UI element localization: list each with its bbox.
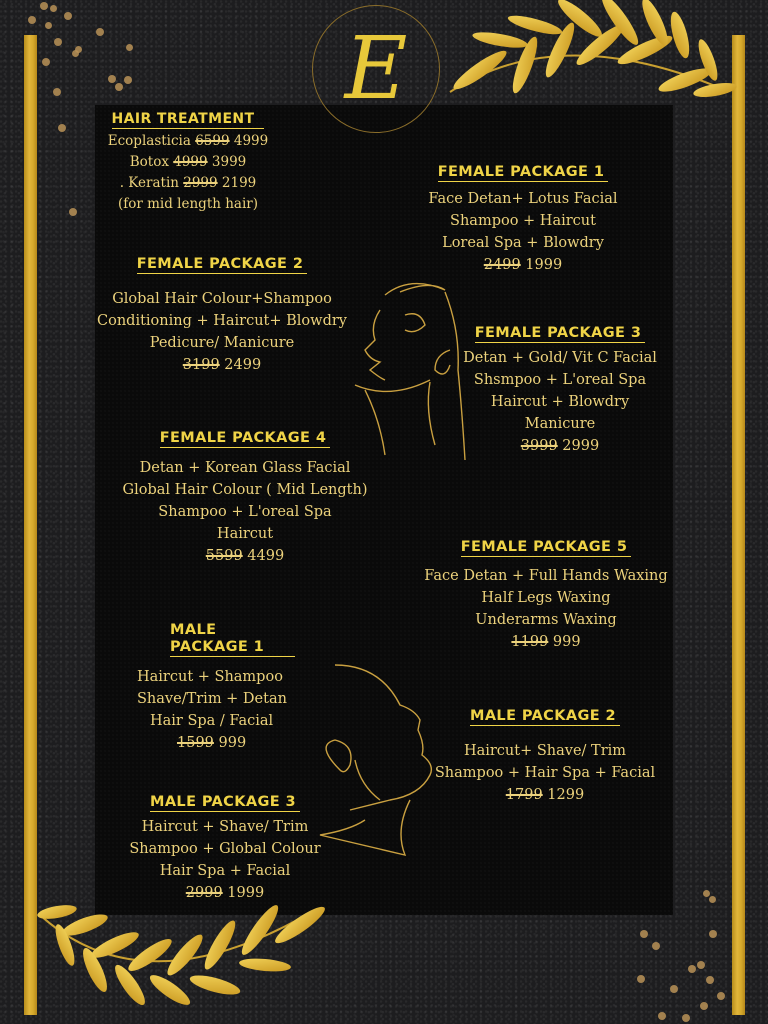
- old-price: 6599: [195, 133, 230, 149]
- new-price: 4999: [233, 133, 269, 149]
- female-package-5: [415, 536, 677, 653]
- package-line: Pedicure/ Manicure: [149, 335, 295, 351]
- package-title: MALE PACKAGE 2: [470, 708, 620, 726]
- new-price: 2499: [224, 357, 262, 373]
- monogram-logo: [312, 5, 440, 133]
- old-price: 2499: [483, 257, 521, 273]
- package-line: Haircut+ Shave/ Trim: [463, 743, 627, 759]
- new-price: 2999: [562, 438, 600, 454]
- new-price: 999: [552, 634, 581, 650]
- package-price: [88, 354, 356, 376]
- package-price: [110, 545, 380, 567]
- package-line: Global Hair Colour+Shampoo: [112, 291, 332, 307]
- package-title: FEMALE PACKAGE 5: [461, 539, 632, 557]
- treatment-note: (for mid length hair): [117, 196, 259, 212]
- package-line: Face Detan + Full Hands Waxing: [424, 568, 668, 584]
- male-package-1: [125, 622, 295, 754]
- package-line: Detan + Korean Glass Facial: [139, 460, 351, 476]
- package-line: Conditioning + Haircut+ Blowdry: [97, 313, 347, 329]
- package-title: FEMALE PACKAGE 4: [160, 430, 331, 448]
- new-price: 999: [218, 735, 247, 751]
- package-line: Face Detan+ Lotus Facial: [428, 191, 618, 207]
- package-price: [115, 882, 335, 904]
- left-gold-border: [24, 35, 37, 1015]
- package-line: Underarms Waxing: [475, 612, 617, 628]
- package-line: Haircut + Shampoo: [137, 669, 283, 685]
- package-line: Global Hair Colour ( Mid Length): [122, 482, 368, 498]
- package-title: MALE PACKAGE 3: [150, 794, 300, 812]
- old-price: 4999: [173, 154, 208, 170]
- old-price: 2999: [185, 885, 223, 901]
- package-title: FEMALE PACKAGE 1: [438, 164, 609, 182]
- old-price: 1599: [177, 735, 214, 751]
- package-line: Shampoo + Haircut: [450, 213, 596, 229]
- treatment-item: [98, 173, 278, 194]
- package-line: Detan + Gold/ Vit C Facial: [463, 350, 657, 366]
- old-price: 3199: [182, 357, 220, 373]
- right-gold-border: [732, 35, 745, 1015]
- female-package-3: [455, 322, 665, 457]
- female-package-1: [408, 161, 638, 276]
- treatment-item: [98, 152, 278, 173]
- item-name: Ecoplasticia: [107, 133, 191, 149]
- package-price: [415, 631, 677, 653]
- package-price: [430, 784, 660, 806]
- leaf-branch-bottom-left-icon: [35, 900, 325, 1010]
- package-title: MALE PACKAGE 1: [170, 622, 295, 657]
- package-line: Manicure: [524, 416, 596, 432]
- old-price: 1199: [511, 634, 549, 650]
- male-package-2: [430, 705, 660, 806]
- treatment-item: [98, 131, 278, 152]
- package-line: Hair Spa / Facial: [150, 713, 274, 729]
- new-price: 2199: [221, 175, 257, 191]
- female-package-4: [110, 427, 380, 567]
- old-price: 1799: [505, 787, 543, 803]
- package-line: Shampoo + Global Colour: [129, 841, 321, 857]
- new-price: 1999: [525, 257, 563, 273]
- package-line: Haircut: [216, 526, 274, 542]
- monogram-letter: E: [344, 19, 408, 119]
- package-line: Hair Spa + Facial: [159, 863, 291, 879]
- item-name: Botox: [129, 154, 169, 170]
- old-price: 3999: [520, 438, 558, 454]
- package-line: Half Legs Waxing: [481, 590, 611, 606]
- new-price: 3999: [211, 154, 247, 170]
- old-price: 2999: [183, 175, 218, 191]
- package-line: Shsmpoo + L'oreal Spa: [473, 372, 647, 388]
- new-price: 4499: [247, 548, 285, 564]
- package-price: [455, 435, 665, 457]
- package-price: [408, 254, 638, 276]
- package-title: FEMALE PACKAGE 3: [475, 325, 646, 343]
- package-line: Shampoo + L'oreal Spa: [158, 504, 332, 520]
- package-line: Shave/Trim + Detan: [137, 691, 287, 707]
- hair-treatment-section: [98, 108, 278, 215]
- hair-treatment-title: HAIR TREATMENT: [112, 111, 265, 129]
- package-line: Loreal Spa + Blowdry: [442, 235, 604, 251]
- old-price: 5599: [205, 548, 243, 564]
- package-title: FEMALE PACKAGE 2: [137, 256, 308, 274]
- leaf-branch-top-right-icon: [440, 0, 740, 110]
- female-package-2: [88, 253, 356, 376]
- new-price: 1299: [547, 787, 585, 803]
- new-price: 1999: [227, 885, 265, 901]
- package-line: Haircut + Shave/ Trim: [141, 819, 309, 835]
- package-line: Shampoo + Hair Spa + Facial: [434, 765, 656, 781]
- item-name: . Keratin: [119, 175, 179, 191]
- male-package-3: [115, 791, 335, 904]
- package-price: [125, 732, 295, 754]
- package-line: Haircut + Blowdry: [490, 394, 630, 410]
